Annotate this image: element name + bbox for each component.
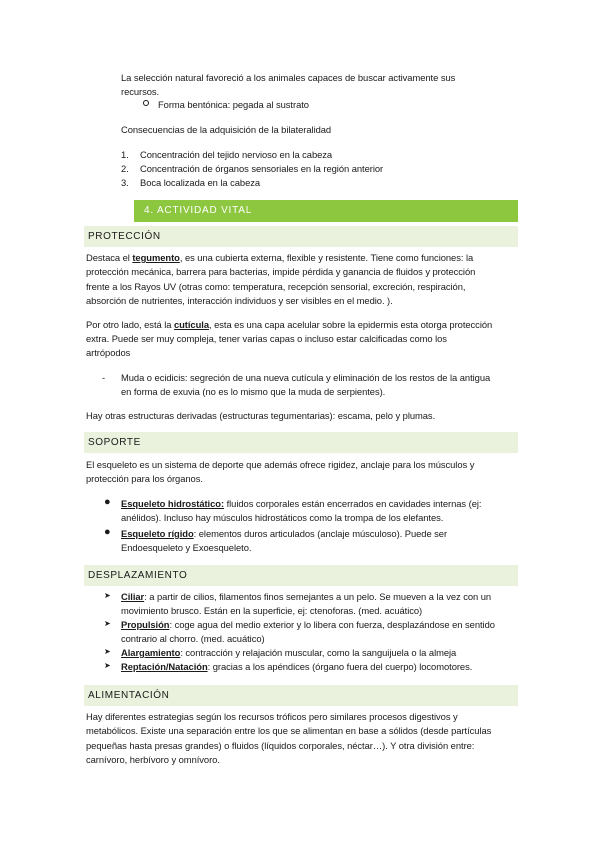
paragraph-line: absorción de nutrientes, interacción individuos y ser visibles en el medio. ).	[86, 295, 393, 306]
paragraph-line	[86, 251, 473, 265]
dash-marker: -	[102, 372, 106, 383]
term-tegumento: tegumento	[132, 252, 180, 263]
arrow-bullet-icon: ➤	[104, 647, 111, 656]
text-run: : coge agua del medio exterior y lo libera con fuerza, desplazándose en sentido	[169, 619, 495, 630]
bullet-line	[121, 527, 447, 541]
paragraph-line: carnívoro, herbívoro y omnívoro.	[86, 754, 220, 765]
bullet-line	[121, 618, 495, 632]
section-heading-soporte: SOPORTE	[84, 432, 518, 453]
term: Esqueleto rígido	[121, 528, 194, 539]
bullet-line	[121, 497, 481, 511]
bullet-line	[121, 660, 472, 674]
bullet-line: movimiento brusco. Están en la superficie, ej: ctenoforas. (med. acuático)	[121, 605, 423, 616]
text-run: : contracción y relajación muscular, como la sanguijuela o la almeja	[180, 647, 457, 658]
text-run: , es una cubierta externa, flexible y resistente. Tiene como funciones: la	[179, 252, 474, 263]
paragraph-line: artrópodos	[86, 347, 131, 358]
section-heading-desplazamiento: DESPLAZAMIENTO	[84, 565, 518, 586]
paragraph-line: extra. Puede ser muy compleja, tener varias capas o incluso estar calcificadas como los	[86, 333, 447, 344]
list-number: 3.	[121, 177, 129, 188]
paragraph-line	[86, 318, 492, 332]
list-number: 1.	[121, 149, 129, 160]
term: Propulsión	[121, 619, 170, 630]
section-heading-alimentacion: ALIMENTACIÓN	[84, 685, 518, 706]
bullet-line: anélidos). Incluso hay músculos hidrostáticos como la trompa de los elefantes.	[121, 512, 444, 523]
intro-line: recursos.	[121, 86, 160, 97]
paragraph-line: metabólicos. Existe una separación entre los que se alimentan en base a sólidos (desde partículas	[86, 725, 492, 736]
paragraph-line: Hay diferentes estrategias según los recursos tróficos pero similares procesos digestivos y	[86, 711, 458, 722]
list-item: Concentración de órganos sensoriales en la región anterior	[140, 163, 384, 174]
arrow-bullet-icon: ➤	[104, 591, 111, 600]
text-run: , esta es una capa acelular sobre la epidermis esta otorga protección	[209, 319, 493, 330]
bullet-line: Endoesqueleto y Exoesqueleto.	[121, 542, 252, 553]
bullet-line: contrario al chorro. (med. acuático)	[121, 633, 265, 644]
bullet-dot-icon: ●	[104, 496, 111, 508]
term: Ciliar	[121, 591, 145, 602]
bullet-line	[121, 646, 456, 660]
text-run: : gracias a los apéndices (órgano fuera del cuerpo) locomotores.	[207, 661, 473, 672]
paragraph-line: frente a los Rayos UV (otras como: temperatura, recepción sensorial, excreción, respiración,	[86, 281, 466, 292]
section-heading-proteccion: PROTECCIÓN	[84, 226, 518, 247]
list-number: 2.	[121, 163, 129, 174]
term: Alargamiento	[121, 647, 181, 658]
paragraph-line: pequeñas hasta presas grandes) o fluidos (líquidos corporales, néctar…). Y otra división entre:	[86, 740, 475, 751]
text-run: : elementos duros articulados (anclaje músculoso). Puede ser	[193, 528, 448, 539]
paragraph-line: protección para los órganos.	[86, 473, 203, 484]
bullet-line	[121, 590, 491, 604]
bullet-dot-icon: ●	[104, 526, 111, 538]
dash-item-line: Muda o ecidicis: segreción de una nueva cutícula y eliminación de los restos de la antigua	[121, 372, 491, 383]
intro-line: La selección natural favoreció a los animales capaces de buscar activamente sus	[121, 72, 456, 83]
paragraph-line: Hay otras estructuras derivadas (estructuras tegumentarias): escama, pelo y plumas.	[86, 410, 436, 421]
list-item: Concentración del tejido nervioso en la cabeza	[140, 149, 333, 160]
paragraph-line: El esqueleto es un sistema de deporte que además ofrece rigidez, anclaje para los músculos y	[86, 459, 475, 470]
arrow-bullet-icon: ➤	[104, 661, 111, 670]
text-run: : a partir de cilios, filamentos finos semejantes a un pelo. Se mueven a la vez con un	[144, 591, 492, 602]
text-run: Destaca el	[86, 252, 133, 263]
section-banner: 4. ACTIVIDAD VITAL	[134, 200, 518, 222]
sub-bullet-text: Forma bentónica: pegada al sustrato	[158, 99, 309, 110]
term: Esqueleto hidrostático:	[121, 498, 225, 509]
arrow-bullet-icon: ➤	[104, 619, 111, 628]
paragraph-line: protección mecánica, barrera para bacterias, impide pérdida y ganancia de fluidos y protección	[86, 266, 476, 277]
term-cuticula: cutícula	[173, 319, 209, 330]
term: Reptación/Natación	[121, 661, 208, 672]
hollow-bullet-icon	[143, 100, 149, 106]
consequences-title: Consecuencias de la adquisición de la bilateralidad	[121, 124, 332, 135]
list-item: Boca localizada en la cabeza	[140, 177, 261, 188]
text-run: fluidos corporales están encerrados en cavidades internas (ej:	[224, 498, 482, 509]
dash-item-line: en forma de exuvia (no es lo mismo que la muda de serpientes).	[121, 386, 386, 397]
text-run: Por otro lado, está la	[86, 319, 174, 330]
